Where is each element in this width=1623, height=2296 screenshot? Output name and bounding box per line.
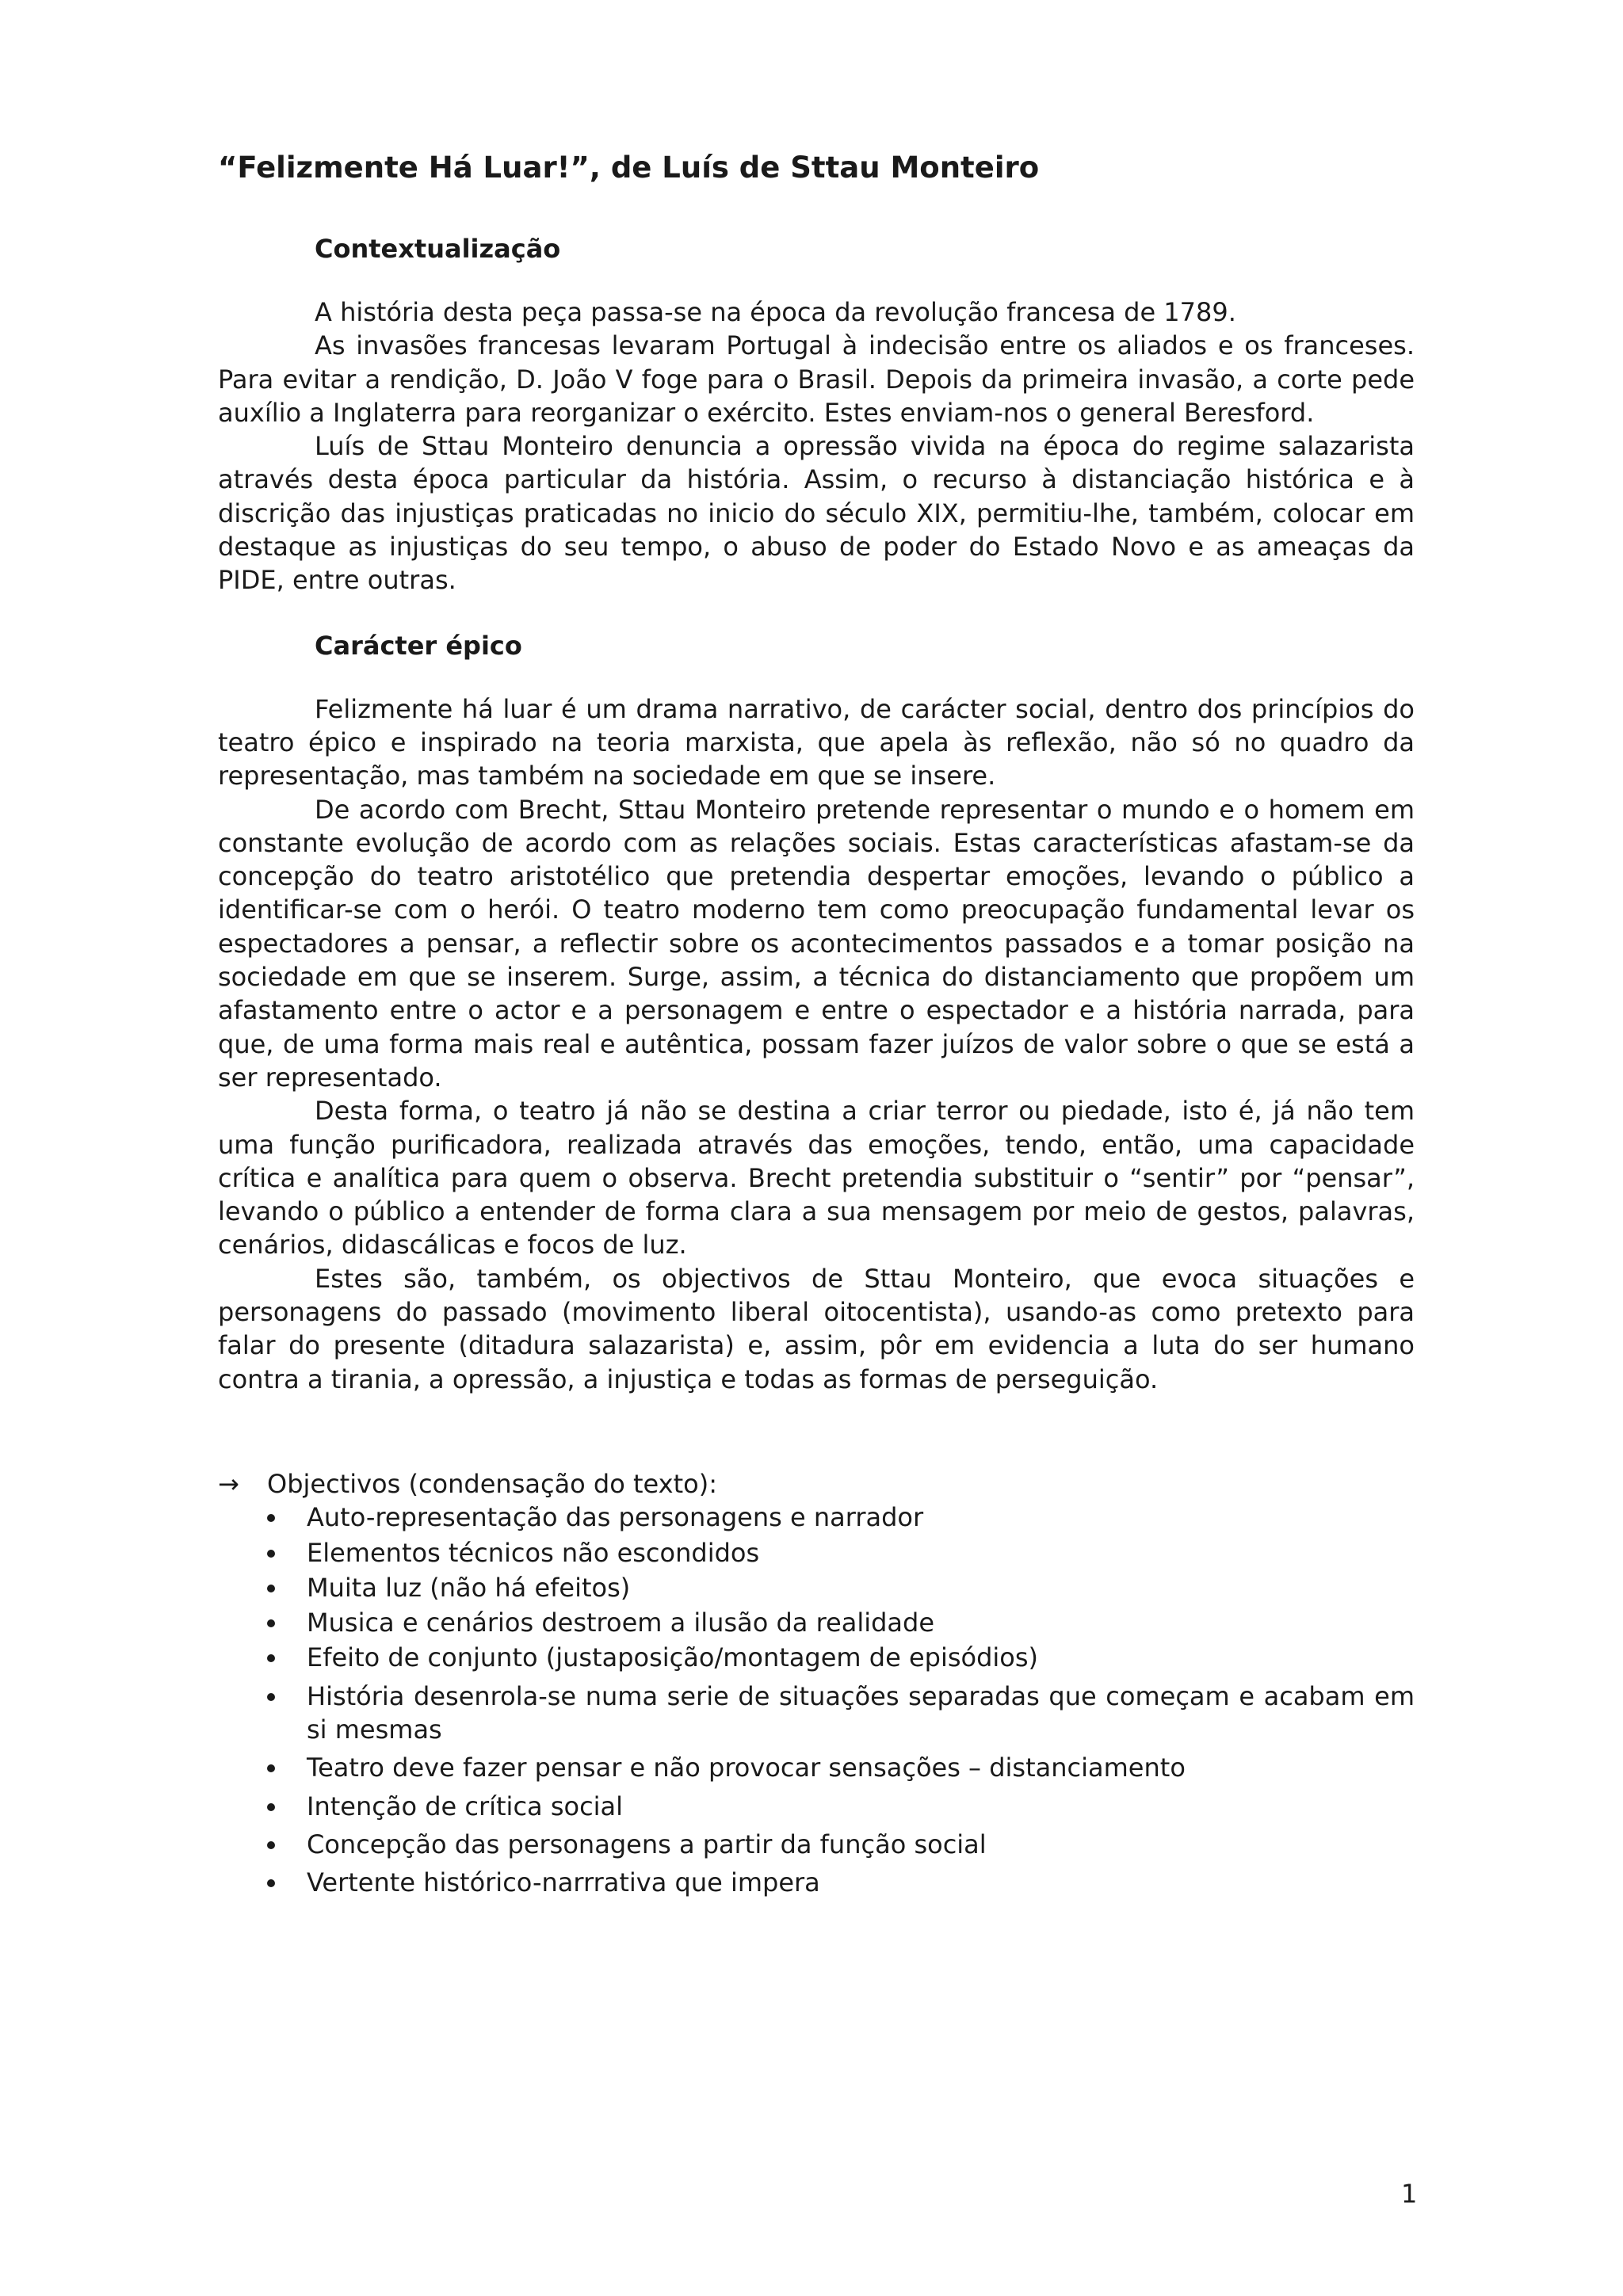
objectives-list [218,1501,1415,1899]
bullet-icon [267,1841,275,1849]
objectives-heading: Objectivos (condensação do texto): [267,1468,717,1499]
list-item: História desenrola-se numa serie de situações separadas que começam e acabam em si mesmas [307,1680,1415,1747]
objectives-section [218,1467,1415,1900]
list-item: Concepção das personagens a partir da função social [307,1828,1415,1861]
list-item: Musica e cenários destroem a ilusão da realidade [307,1606,1415,1639]
bullet-icon [267,1693,275,1701]
bullet-icon [267,1654,275,1662]
bullet-icon [267,1764,275,1772]
paragraph: De acordo com Brecht, Sttau Monteiro pretende representar o mundo e o homem em constante evolução de acordo com as relações sociais. Estas características afastam-se da concepção do teatro aristotélico que pretendia despertar emoções, levando o público a identificar-se com o herói. O teatro moderno tem como preocupação fundamental levar os espectadores a pensar, a reflectir sobre os acontecimentos passados e a tomar posição na sociedade em que se inserem. Surge, assim, a técnica do distanciamento que propõem um afastamento entre o actor e a personagem e entre o espectador e a história narrada, para que, de uma forma mais real e autêntica, possam fazer juízos de valor sobre o que se está a ser representado. [218,794,1415,1093]
list-item: Efeito de conjunto (justaposição/montagem de episódios) [307,1641,1415,1674]
paragraph: Estes são, também, os objectivos de Sttau Monteiro, que evoca situações e personagens do passado (movimento liberal oitocentista), usando-as como pretexto para falar do presente (ditadura salazarista) e, assim, pôr em evidencia a luta do ser humano contra a tirania, a opressão, a injustiça e todas as formas de perseguição. [218,1263,1415,1394]
section-heading-caracter-epico: Carácter épico [315,630,522,661]
bullet-icon [267,1619,275,1627]
list-item: Auto-representação das personagens e narrador [307,1501,1415,1534]
objectives-heading-row [218,1467,1415,1501]
page-number: 1 [1401,2179,1418,2209]
paragraph: Desta forma, o teatro já não se destina a criar terror ou piedade, isto é, já não tem uma função purificadora, realizada através das emoções, tendo, então, uma capacidade crítica e analítica para quem o observa. Brecht pretendia substituir o “sentir” por “pensar”, levando o público a entender de forma clara a sua mensagem por meio de gestos, palavras, cenários, didascálicas e focos de luz. [218,1096,1415,1261]
document-page [218,151,1415,1904]
list-item: Vertente histórico-narrrativa que impera [307,1866,1415,1899]
arrow-right-icon: → [218,1468,239,1499]
paragraph: Felizmente há luar é um drama narrativo, de carácter social, dentro dos princípios do teatro épico e inspirado na teoria marxista, que apela às reflexão, não só no quadro da representação, mas também na sociedade em que se insere. [218,693,1415,791]
document-title: “Felizmente Há Luar!”, de Luís de Sttau Monteiro [218,151,1040,185]
bullet-icon [267,1585,275,1592]
spacer [218,597,1415,631]
list-item: Intenção de crítica social [307,1790,1415,1823]
paragraph: A história desta peça passa-se na época da revolução francesa de 1789. [315,297,1236,327]
list-item: Teatro deve fazer pensar e não provocar sensações – distanciamento [307,1751,1415,1784]
bullet-icon [267,1514,275,1522]
bullet-icon [267,1803,275,1811]
paragraph: Luís de Sttau Monteiro denuncia a opressão vivida na época do regime salazarista através desta época particular da história. Assim, o recurso à distanciação histórica e à discrição das injustiças praticadas no inicio do século XIX, permitiu-lhe, também, colocar em destaque as injustiças do seu tempo, o abuso de poder do Estado Novo e as ameaças da PIDE, entre outras. [218,431,1415,596]
bullet-icon [267,1550,275,1558]
list-item: Elementos técnicos não escondidos [307,1536,1415,1569]
bullet-icon [267,1879,275,1887]
paragraph: As invasões francesas levaram Portugal à indecisão entre os aliados e os franceses. Para evitar a rendição, D. João V foge para o Brasil. Depois da primeira invasão, a corte pede auxílio a Inglaterra para reorganizar o exército. Estes enviam-nos o general Beresford. [218,330,1415,428]
list-item: Muita luz (não há efeitos) [307,1571,1415,1604]
section-heading-contextualizacao: Contextualização [315,234,561,264]
